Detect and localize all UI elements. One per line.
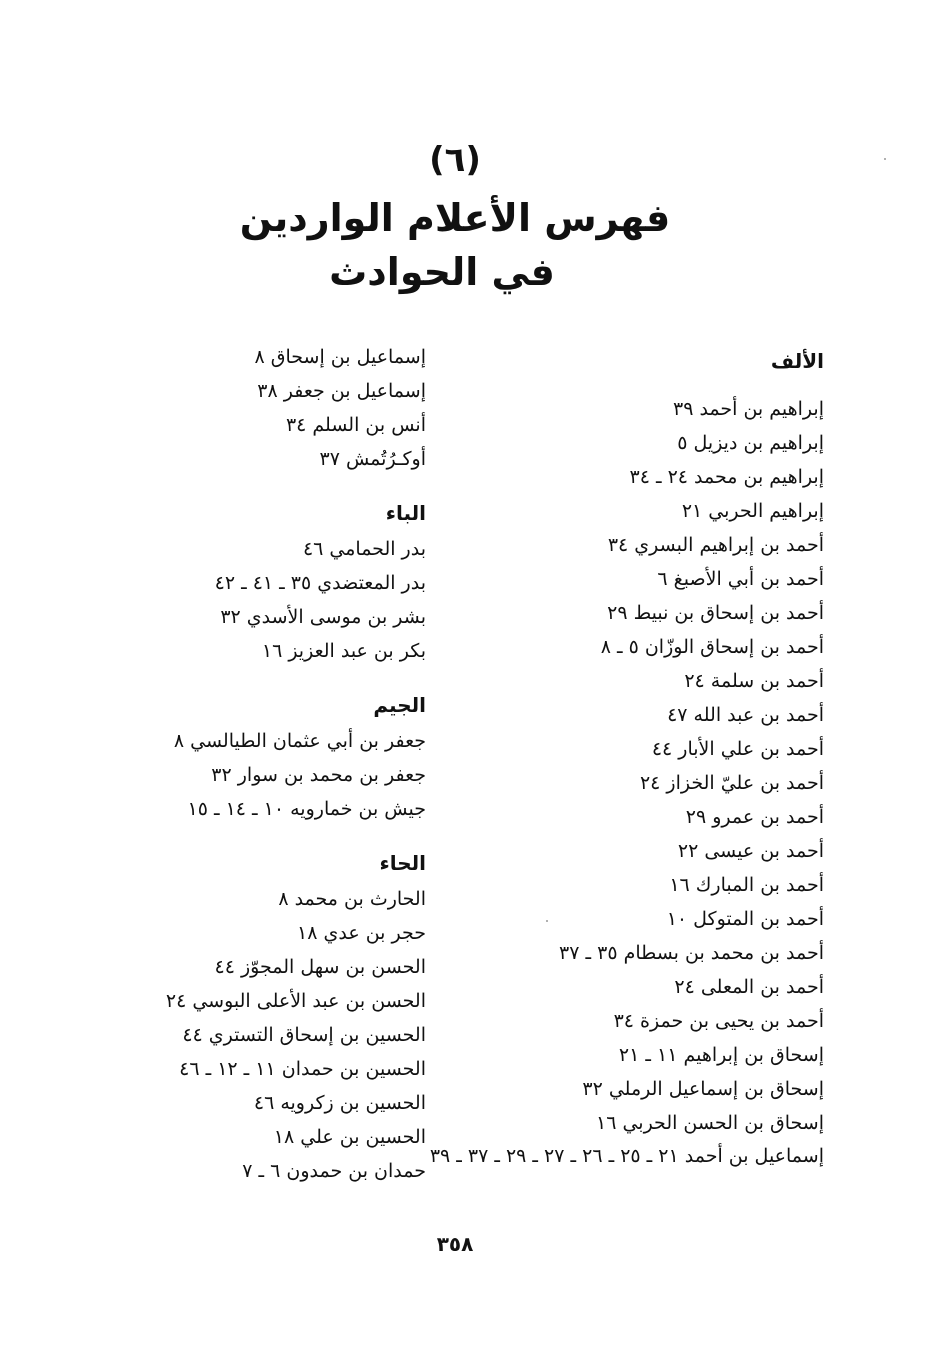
index-entry: جعفر بن أبي عثمان الطيالسي ٨ <box>173 730 426 752</box>
index-entry: إسحاق بن إسماعيل الرملي ٣٢ <box>582 1078 824 1100</box>
scan-speck <box>884 158 886 160</box>
scan-speck <box>546 920 548 922</box>
section-heading-jim: الجيم <box>373 693 426 717</box>
index-entry: أحمد بن إبراهيم البسري ٣٤ <box>607 534 824 556</box>
index-entry: الحسن بن سهل المجوّز ٤٤ <box>214 956 426 978</box>
index-entry: بدر المعتضدي ٣٥ ـ ٤١ ـ ٤٢ <box>214 572 426 594</box>
index-entry: بدر الحمامي ٤٦ <box>302 538 426 560</box>
index-entry: إسماعيل بن إسحاق ٨ <box>254 346 426 368</box>
index-entry: إسحاق بن الحسن الحربي ١٦ <box>595 1112 824 1134</box>
index-entry: أوكـرُتُمش ٣٧ <box>319 448 426 470</box>
chapter-number: (٦) <box>429 140 481 180</box>
index-entry: أحمد بن سلمة ٢٤ <box>684 670 824 692</box>
index-entry: بشر بن موسى الأسدي ٣٢ <box>220 606 426 628</box>
index-entry: أحمد بن يحيى بن حمزة ٣٤ <box>613 1010 824 1032</box>
index-entry: حمدان بن حمدون ٦ ـ ٧ <box>242 1160 426 1182</box>
index-entry: إسحاق بن إبراهيم ١١ ـ ٢١ <box>618 1044 824 1066</box>
index-entry: الحسين بن زكرويه ٤٦ <box>253 1092 426 1114</box>
index-entry: حجر بن عدي ١٨ <box>297 922 426 944</box>
index-entry: أحمد بن عبد الله ٤٧ <box>667 704 824 726</box>
index-entry: أنس بن السلم ٣٤ <box>285 414 426 436</box>
index-entry: أحمد بن أبي الأصبغ ٦ <box>657 568 824 590</box>
section-heading-ba: الباء <box>385 501 426 525</box>
index-entry: الحسن بن عبد الأعلى البوسي ٢٤ <box>165 990 426 1012</box>
index-entry: الحسين بن إسحاق التستري ٤٤ <box>182 1024 426 1046</box>
index-entry: أحمد بن عيسى ٢٢ <box>677 840 824 862</box>
index-entry: أحمد بن المبارك ١٦ <box>669 874 824 896</box>
index-entry: أحمد بن المعلى ٢٤ <box>674 976 824 998</box>
index-entry: إسماعيل بن أحمد ٢١ ـ ٢٥ ـ ٢٦ ـ ٢٧ ـ ٢٩ ـ ٣٧ ـ ٣٩ <box>429 1145 824 1167</box>
index-subtitle: في الحوادث <box>329 250 555 294</box>
index-entry: أحمد بن إسحاق الوزّان ٥ ـ ٨ <box>600 636 824 658</box>
index-entry: إبراهيم بن أحمد ٣٩ <box>672 398 824 420</box>
index-entry: إبراهيم بن محمد ٢٤ ـ ٣٤ <box>629 466 824 488</box>
index-entry: إبراهيم بن ديزيل ٥ <box>677 432 824 454</box>
index-entry: أحمد بن علي الأبار ٤٤ <box>651 738 824 760</box>
index-title: فهرس الأعلام الواردين <box>239 196 671 240</box>
index-entry: أحمد بن عليّ الخزاز ٢٤ <box>639 772 824 794</box>
section-heading-alif: الألف <box>770 349 824 373</box>
index-entry: جيش بن خمارويه ١٠ ـ ١٤ ـ ١٥ <box>187 798 426 820</box>
index-entry: أحمد بن عمرو ٢٩ <box>685 806 824 828</box>
index-entry: الحارث بن محمد ٨ <box>278 888 426 910</box>
page-number: ٣٥٨ <box>436 1232 474 1256</box>
index-entry: أحمد بن محمد بن بسطام ٣٥ ـ ٣٧ <box>559 942 824 964</box>
index-entry: الحسين بن حمدان ١١ ـ ١٢ ـ ٤٦ <box>179 1058 426 1080</box>
index-entry: أحمد بن المتوكل ١٠ <box>666 908 824 930</box>
index-column-right <box>424 340 824 1172</box>
index-entry: بكر بن عبد العزيز ١٦ <box>261 640 426 662</box>
index-entry: جعفر بن محمد بن سوار ٣٢ <box>211 764 426 786</box>
index-column-left <box>126 340 426 1188</box>
index-entry: إسماعيل بن جعفر ٣٨ <box>257 380 426 402</box>
index-entry: أحمد بن إسحاق بن نبيط ٢٩ <box>607 602 824 624</box>
index-entry: إبراهيم الحربي ٢١ <box>681 500 824 522</box>
index-entry: الحسين بن علي ١٨ <box>273 1126 426 1148</box>
section-heading-ha: الحاء <box>379 851 426 875</box>
